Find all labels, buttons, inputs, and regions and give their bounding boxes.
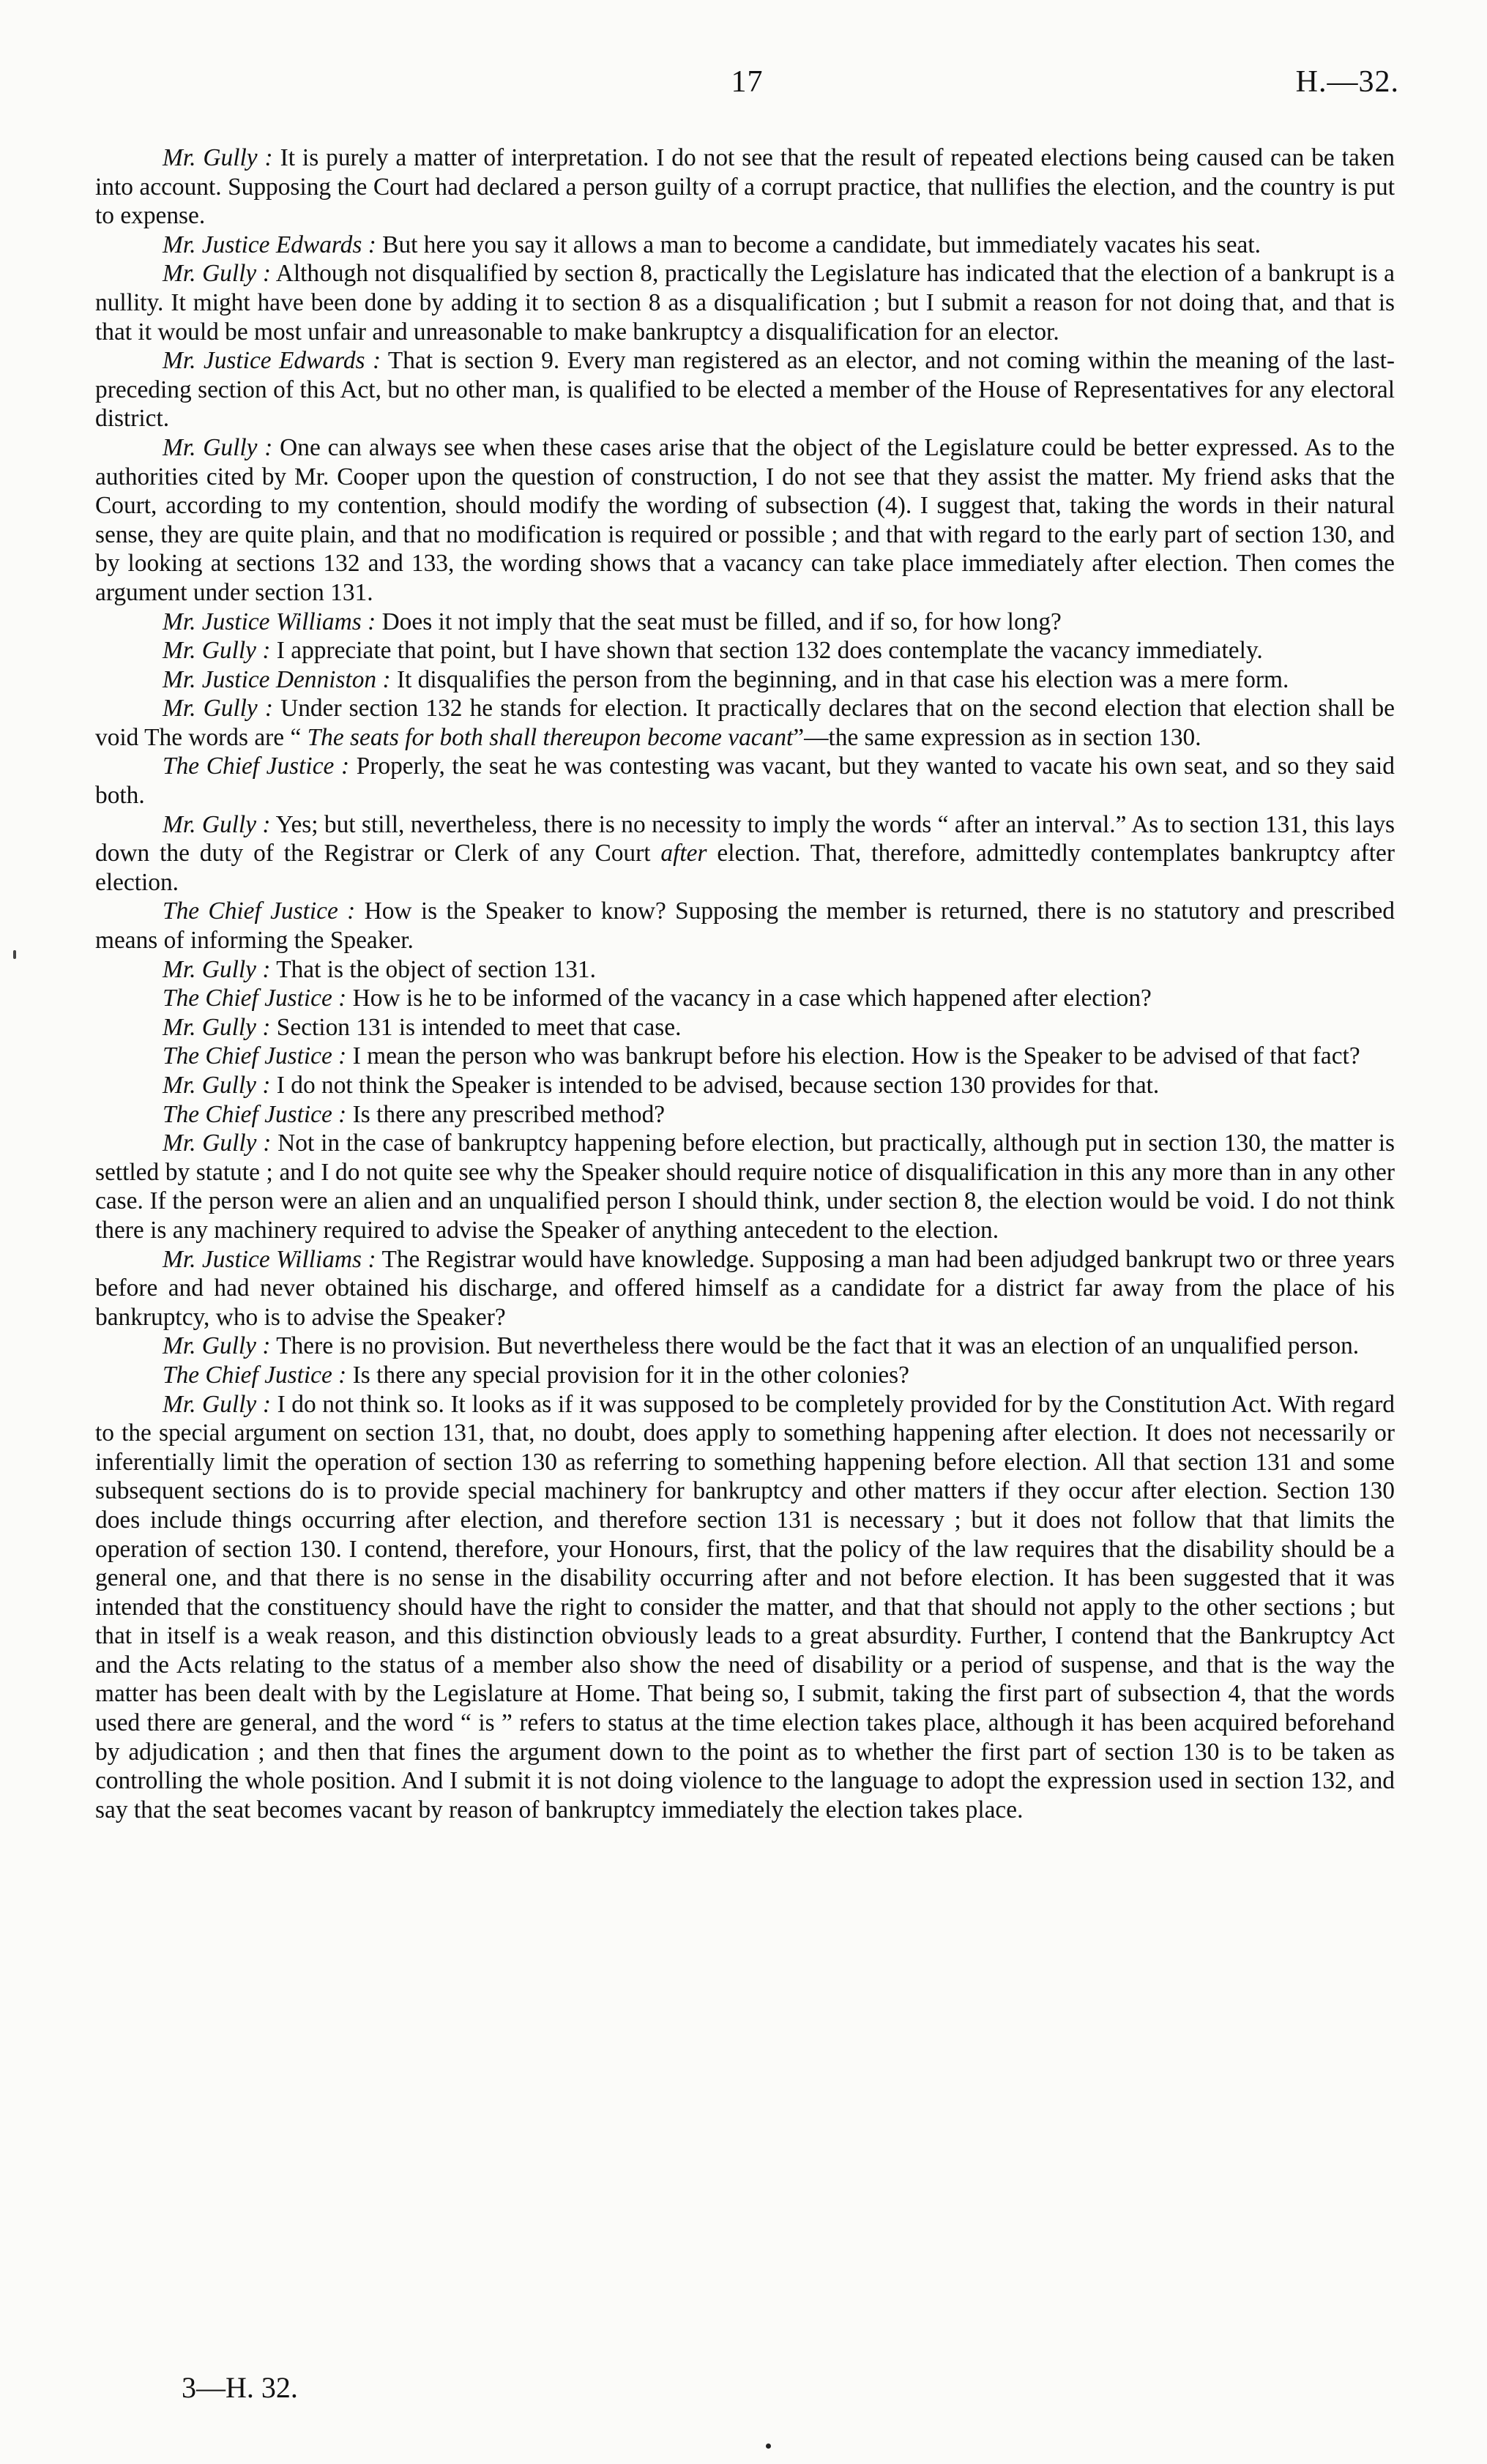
speaker-name: Mr. Gully : bbox=[163, 695, 273, 723]
speech-text: Does it not imply that the seat must be filled, and if so, for how long? bbox=[376, 608, 1062, 635]
speech-text: How is the Speaker to know? Supposing the member is returned, there is no statutory and prescribed means of informing the Speaker. bbox=[95, 897, 1395, 955]
transcript-paragraph bbox=[95, 897, 1395, 955]
emphasized-text: after bbox=[660, 840, 707, 867]
transcript-paragraph bbox=[95, 346, 1395, 433]
speech-text: That is the object of section 131. bbox=[270, 955, 596, 983]
speaker-name: Mr. Gully : bbox=[163, 1332, 271, 1360]
speaker-name: The Chief Justice : bbox=[163, 1361, 347, 1389]
transcript-paragraph bbox=[95, 1013, 1395, 1042]
speaker-name: Mr. Gully : bbox=[163, 810, 271, 838]
transcript-paragraph bbox=[95, 810, 1395, 897]
transcript-paragraph bbox=[95, 259, 1395, 346]
transcript-paragraph bbox=[95, 608, 1395, 637]
speech-text: Yes; but still, nevertheless, there is no necessity to imply the words “ after an interval.” As to section 131, this lays down the duty of the Registrar or Clerk of any Court bbox=[95, 810, 1395, 867]
speech-text: Section 131 is intended to meet that case. bbox=[270, 1013, 682, 1041]
transcript-paragraph bbox=[95, 433, 1395, 608]
transcript-paragraph bbox=[95, 231, 1395, 260]
speaker-name: Mr. Gully : bbox=[163, 1072, 271, 1099]
speaker-name: Mr. Gully : bbox=[163, 1013, 271, 1041]
speech-text: ”—the same expression as in section 130. bbox=[793, 723, 1201, 751]
speech-text: I do not think so. It looks as if it was supposed to be completely provided for by the Constitution Act. With regard to the special argument on section 131, that, no doubt, does apply to something happening after election. It does not necessarily or inferentially limit the operation of section 130 as referring to something happening before election. All that section 131 and some subsequent sections do is to provide special machinery for bankruptcy and other matters if they occur after election. Section 130 does include things occurring after election, and therefore section 131 is necessary ; but it does not follow that that limits the operation of section 130. I contend, therefore, your Honours, first, that the policy of the law requires that the disability should be a general one, and that there is no sense in the disability occurring after and not before election. It has been suggested that it was intended that the constituency should have the right to consider the matter, and that that should not apply to the other sections ; but that in itself is a weak reason, and this distinction obviously leads to a great absurdity. Further, I contend that the Bankruptcy Act and the Acts relating to the status of a member also show the need of disability or a period of suspense, and that is the way the matter has been dealt with by the Legislature at Home. That being so, I submit, taking the first part of subsection 4, that the words used there are general, and the word “ is ” refers to status at the time election takes place, although it has been acquired beforehand by adjudication ; and then that fines the argument down to the point as to whether the first part of section 130 is to be taken as controlling the whole position. And I submit it is not doing violence to the language to adopt the expression used in section 132, and say that the seat becomes vacant by reason of bankruptcy immediately the election takes place. bbox=[95, 1390, 1395, 1823]
speaker-name: The Chief Justice : bbox=[163, 1100, 347, 1128]
speech-text: But here you say it allows a man to become a candidate, but immediately vacates his seat. bbox=[376, 231, 1261, 258]
transcript-paragraph bbox=[95, 1042, 1395, 1071]
transcript-paragraph bbox=[95, 665, 1395, 695]
transcript-paragraph bbox=[95, 984, 1395, 1013]
transcript-paragraph bbox=[95, 694, 1395, 752]
speaker-name: The Chief Justice : bbox=[163, 985, 347, 1012]
speech-text: I do not think the Speaker is intended to be advised, because section 130 provides for that. bbox=[270, 1072, 1160, 1099]
speech-text: Is there any special provision for it in the other colonies? bbox=[346, 1361, 909, 1389]
speech-text: Is there any prescribed method? bbox=[346, 1100, 666, 1128]
printer-dot bbox=[766, 2444, 771, 2449]
transcript-paragraph bbox=[95, 1100, 1395, 1130]
transcript-paragraph bbox=[95, 1361, 1395, 1390]
speaker-name: Mr. Justice Edwards : bbox=[163, 347, 381, 375]
speaker-name: Mr. Justice Denniston : bbox=[163, 665, 391, 693]
transcript-paragraph bbox=[95, 1332, 1395, 1361]
transcript-paragraph bbox=[95, 1245, 1395, 1332]
speaker-name: The Chief Justice : bbox=[163, 1042, 347, 1070]
emphasized-text: The seats for both shall thereupon become vacant bbox=[307, 723, 794, 751]
speaker-name: Mr. Gully : bbox=[163, 260, 271, 288]
speech-text: The Registrar would have knowledge. Supposing a man had been adjudged bankrupt two or three years before and had never obtained his discharge, and offered himself as a candidate for a district far away from the place of his bankruptcy, who is to advise the Speaker? bbox=[95, 1245, 1395, 1331]
transcript-paragraph bbox=[95, 955, 1395, 985]
transcript-paragraph bbox=[95, 636, 1395, 665]
speaker-name: Mr. Gully : bbox=[163, 637, 271, 665]
speech-text: Although not disqualified by section 8, practically the Legislature has indicated that the election of a bankrupt is a nullity. It might have been done by adding it to section 8 as a disqualification ; but I submit a reason for not doing that, and that is that it would be most unfair and unreasonable to make bankruptcy a disqualification for an elector. bbox=[95, 260, 1395, 346]
speech-text: It disqualifies the person from the beginning, and in that case his election was a mere form. bbox=[390, 665, 1289, 693]
speech-text: That is section 9. Every man registered as an elector, and not coming within the meaning of the last-preceding section of this Act, but no other man, is qualified to be elected a member of the House of Representatives for any electoral district. bbox=[95, 347, 1395, 433]
transcript-paragraph bbox=[95, 1390, 1395, 1825]
speaker-name: Mr. Gully : bbox=[163, 1130, 272, 1157]
transcript-paragraph bbox=[95, 752, 1395, 810]
page-number: 17 bbox=[731, 65, 764, 99]
speaker-name: The Chief Justice : bbox=[163, 753, 350, 780]
transcript-paragraph bbox=[95, 1071, 1395, 1100]
speaker-name: Mr. Justice Williams : bbox=[163, 1245, 376, 1273]
transcript-paragraph bbox=[95, 1129, 1395, 1244]
speech-text: Not in the case of bankruptcy happening before election, but practically, although put in section 130, the matter is settled by statute ; and I do not quite see why the Speaker should require notice of disqualification in this any more than in any other case. If the person were an alien and an unqualified person I should think, under section 8, the election would be void. I do not think there is any machinery required to advise the Speaker of anything antecedent to the election. bbox=[95, 1130, 1395, 1244]
sheet-reference: 3—H. 32. bbox=[182, 2371, 298, 2404]
speech-text: Properly, the seat he was contesting was vacant, but they wanted to vacate his own seat, and so they said both. bbox=[95, 753, 1395, 810]
speaker-name: Mr. Gully : bbox=[163, 1390, 271, 1418]
speaker-name: Mr. Gully : bbox=[163, 144, 273, 171]
transcript-body bbox=[95, 143, 1395, 1824]
speech-text: One can always see when these cases arise that the object of the Legislature could be better expressed. As to the authorities cited by Mr. Cooper upon the question of construction, I do not see that they assist the matter. My friend asks that the Court, according to my contention, should modify the wording of subsection (4). I suggest that, taking the words in their natural sense, they are quite plain, and that no modification is required or possible ; and that with regard to the early part of section 130, and by looking at sections 132 and 133, the wording shows that a vacancy can take place immediately after election. Then comes the argument under section 131. bbox=[95, 433, 1395, 606]
speech-text: Under section 132 he stands for election. It practically declares that on the second election that election shall be void The words are “ bbox=[95, 695, 1395, 751]
speech-text: It is purely a matter of interpretation. I do not see that the result of repeated elections being caused can be taken into account. Supposing the Court had declared a person guilty of a corrupt practice, that nullifies the election, and the country is put to expense. bbox=[95, 144, 1395, 230]
speech-text: I appreciate that point, but I have shown that section 132 does contemplate the vacancy immediately. bbox=[270, 637, 1263, 665]
document-reference: H.—32. bbox=[1295, 65, 1399, 99]
speech-text: There is no provision. But nevertheless there would be the fact that it was an election of an unqualified person. bbox=[270, 1332, 1360, 1360]
page-header bbox=[95, 64, 1399, 108]
margin-mark bbox=[13, 950, 16, 959]
speaker-name: The Chief Justice : bbox=[163, 897, 356, 925]
speech-text: election. That, therefore, admittedly contemplates bankruptcy after election. bbox=[95, 840, 1395, 896]
speech-text: How is he to be informed of the vacancy in a case which happened after election? bbox=[346, 985, 1152, 1012]
speaker-name: Mr. Gully : bbox=[163, 955, 271, 983]
speech-text: I mean the person who was bankrupt before his election. How is the Speaker to be advised of that fact? bbox=[346, 1042, 1360, 1070]
speaker-name: Mr. Justice Williams : bbox=[163, 608, 376, 635]
speaker-name: Mr. Gully : bbox=[163, 433, 273, 461]
speaker-name: Mr. Justice Edwards : bbox=[163, 231, 376, 258]
transcript-paragraph bbox=[95, 143, 1395, 231]
